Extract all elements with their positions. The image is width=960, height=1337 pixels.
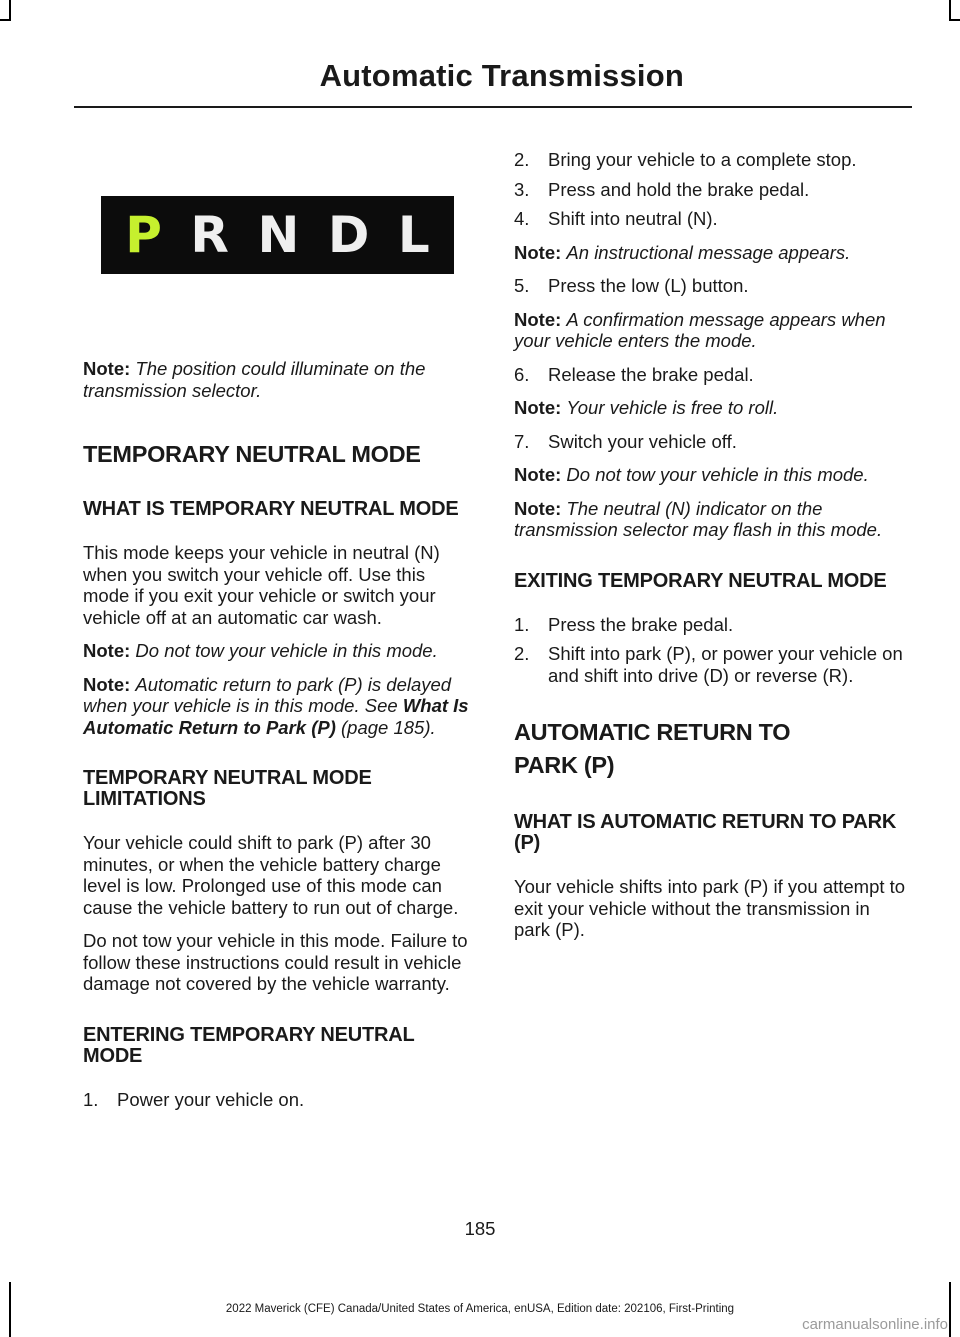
note-free-to-roll: Note: Your vehicle is free to roll. [514, 397, 779, 418]
watermark: carmanualsonline.info [802, 1316, 948, 1333]
subsection-title-limitations: TEMPORARY NEUTRAL MODE LIMITATIONS [83, 767, 372, 810]
gear-letter-p: P [125, 206, 162, 264]
note-label: Note: [83, 358, 131, 379]
body-limitations-1: Your vehicle could shift to park (P) after 30 minutes, or when the vehicle battery charge level is low. Prolonged use of this mode can cause the vehicle battery to run out of charge. [83, 832, 459, 918]
note-text: Automatic return to park (P) is delayed when your vehicle is in this mode. See [83, 673, 452, 716]
list-item: 6. Release the brake pedal. [514, 363, 754, 385]
note-text: Do not tow your vehicle in this mode. [135, 640, 438, 661]
note-text: The position could illuminate on the transmission selector. [83, 358, 426, 401]
gear-letter-n: N [257, 206, 300, 264]
note-neutral-indicator: Note: The neutral (N) indicator on the transmission selector may flash in this mode. [514, 497, 883, 540]
note-instructional: Note: An instructional message appears. [514, 241, 851, 263]
body-auto-return: Your vehicle shifts into park (P) if you attempt to exit your vehicle without the transmission in park (P). [514, 876, 906, 940]
section-title-temporary-neutral-mode: TEMPORARY NEUTRAL MODE [83, 441, 421, 467]
list-item: 5. Press the low (L) button. [514, 275, 749, 296]
left-column [83, 140, 475, 1122]
entering-steps-continued [514, 149, 906, 230]
subsection-title-what-is-auto-return: WHAT IS AUTOMATIC RETURN TO PARK (P) [514, 811, 897, 854]
body-what-is: This mode keeps your vehicle in neutral (N) when you switch your vehicle off. Use this mode if you exit your vehicle or switch your vehicle off at an automatic car wash. [83, 542, 440, 628]
subsection-title-exiting: EXITING TEMPORARY NEUTRAL MODE [514, 569, 887, 592]
list-item: 1. Press the brake pedal. [514, 613, 734, 635]
note-illuminate [83, 358, 475, 401]
note-do-not-tow-2: Note: Do not tow your vehicle in this mode. [514, 464, 869, 485]
list-item: 4. Shift into neutral (N). [514, 208, 718, 229]
gear-letter-l: L [397, 206, 430, 264]
list-item: 2. Shift into park (P), or power your vehicle on and shift into drive (D) or reverse (R). [514, 643, 903, 686]
section-title-automatic-return: AUTOMATIC RETURN TO PARK (P) [514, 719, 791, 778]
note-label: Note: [83, 673, 131, 695]
list-item: 7. Switch your vehicle off. [514, 430, 737, 452]
crop-mark-top-left [9, 0, 11, 20]
exiting-steps [514, 614, 906, 687]
right-column [514, 140, 906, 953]
list-item: 3. Press and hold the brake pedal. [514, 178, 810, 200]
subsection-title-what-is: WHAT IS TEMPORARY NEUTRAL MODE [83, 498, 459, 520]
page-reference: (page 185). [341, 716, 436, 738]
page-number: 185 [464, 1218, 496, 1239]
note-do-not-tow [83, 640, 475, 662]
gear-letter-d: D [327, 206, 370, 264]
crop-mark-top-right [949, 0, 951, 20]
entering-steps [83, 1089, 475, 1111]
crop-mark-top-right-h [949, 19, 960, 21]
subsection-title-entering: ENTERING TEMPORARY NEUTRAL MODE [83, 1023, 415, 1067]
gear-letter-r: R [190, 206, 229, 264]
note-auto-return [83, 674, 475, 739]
body-limitations-2: Do not tow your vehicle in this mode. Failure to follow these instructions could result in vehicle damage not covered by the vehicle warranty. [83, 930, 468, 994]
cross-reference-link[interactable]: What Is Automatic Return to Park (P) [83, 695, 469, 738]
list-item: 2. Bring your vehicle to a complete stop. [514, 149, 857, 170]
list-item: 1. Power your vehicle on. [83, 1088, 305, 1110]
entering-steps-7 [514, 431, 906, 453]
prndl-indicator-image [101, 196, 454, 274]
entering-steps-6 [514, 364, 906, 386]
entering-steps-5 [514, 275, 906, 297]
note-label: Note: [83, 640, 131, 661]
crop-mark-top-left-h [0, 19, 11, 21]
note-confirmation: Note: A confirmation message appears when your vehicle enters the mode. [514, 308, 886, 351]
edition-footer: 2022 Maverick (CFE) Canada/United States of America, enUSA, Edition date: 202106, First-Printing [225, 1303, 735, 1315]
header-divider [74, 106, 912, 108]
page-header-title: Automatic Transmission [319, 58, 684, 93]
